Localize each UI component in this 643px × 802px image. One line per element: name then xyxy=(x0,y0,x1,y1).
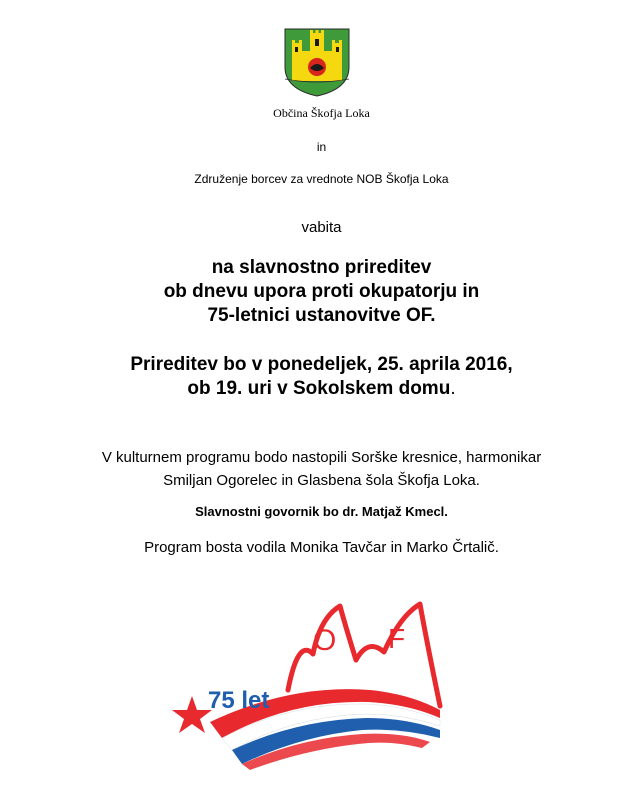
event-schedule xyxy=(0,353,643,401)
event-line-3: 75-letnici ustanovitve OF. xyxy=(207,305,436,326)
cultural-program xyxy=(0,446,643,492)
of-anniversary-logo xyxy=(170,598,460,770)
schedule-line-2 xyxy=(0,377,643,401)
invite-verb: vabita xyxy=(301,219,342,236)
program-line-1: V kulturnem programu bodo nastopili Sorške kresnice, harmonikar xyxy=(101,449,542,466)
logo-letter-f: F xyxy=(388,623,406,654)
red-star-icon xyxy=(172,696,212,733)
association-name: Združenje borcev za vrednote NOB Škofja Loka xyxy=(194,172,449,186)
program-line-2: Smiljan Ogorelec in Glasbena šola Škofja Loka. xyxy=(163,472,480,489)
logo-letter-o: O xyxy=(313,624,337,657)
logo-anniversary-text: 75 let xyxy=(208,687,270,714)
schedule-line-1: Prireditev bo v ponedeljek, 25. aprila 2016, xyxy=(130,354,513,375)
event-headline xyxy=(0,256,643,328)
conjunction-text: in xyxy=(316,140,327,154)
schedule-venue: ob 19. uri v Sokolskem domu xyxy=(187,378,451,399)
municipality-crest-icon xyxy=(283,27,351,97)
program-hosts: Program bosta vodila Monika Tavčar in Marko Črtalič. xyxy=(144,539,499,556)
keynote-speaker: Slavnostni govornik bo dr. Matjaž Kmecl. xyxy=(195,504,448,519)
schedule-period: . xyxy=(450,378,456,399)
event-line-2: ob dnevu upora proti okupatorju in xyxy=(163,281,480,302)
event-line-1: na slavnostno prireditev xyxy=(211,257,432,278)
municipality-name: Občina Škofja Loka xyxy=(273,106,370,120)
